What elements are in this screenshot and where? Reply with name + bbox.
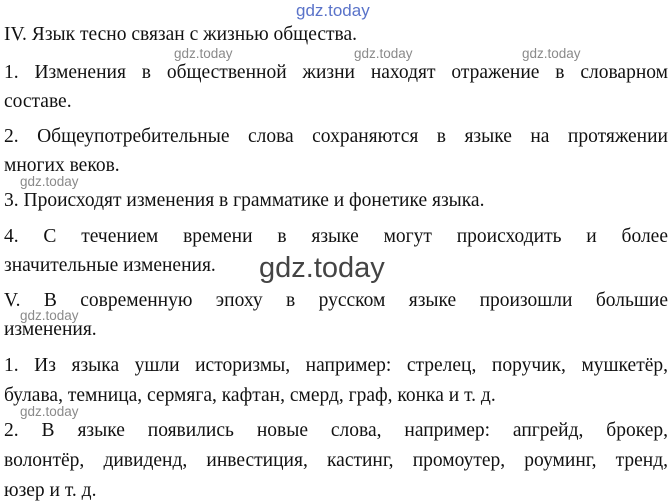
watermark: gdz.today bbox=[20, 174, 79, 189]
text-line-point-2-cont: многих веков. bbox=[4, 155, 120, 176]
text-line-section-v-heading: V. В современную эпоху в русском языке произошли большие bbox=[4, 290, 668, 311]
text-line-v-point-2-cont: волонтёр, дивиденд, инвестиция, кастинг, промоутер, роуминг, тренд, bbox=[4, 450, 668, 471]
watermark-large: gdz.today bbox=[259, 252, 385, 284]
text-line-v-point-2: 2. В языке появились новые слова, например: апгрейд, брокер, bbox=[4, 420, 668, 441]
text-line-point-4-cont: значительные изменения. bbox=[4, 255, 216, 276]
text-line-v-point-1: 1. Из языка ушли историзмы, например: стрелец, поручик, мушкетёр, bbox=[4, 355, 668, 376]
watermark: gdz.today bbox=[522, 46, 581, 61]
text-line-section-v-cont: изменения. bbox=[4, 319, 97, 340]
watermark: gdz.today bbox=[20, 404, 79, 419]
text-line-v-point-2-end: юзер и т. д. bbox=[4, 480, 97, 501]
text-line-point-2: 2. Общеупотребительные слова сохраняются в языке на протяжении bbox=[4, 126, 668, 147]
text-line-section-iv-heading: IV. Язык тесно связан с жизнью общества. bbox=[4, 24, 357, 45]
text-line-point-1: 1. Изменения в общественной жизни находят отражение в словарном bbox=[4, 62, 668, 83]
text-line-point-1-cont: составе. bbox=[4, 91, 72, 112]
text-line-v-point-1-cont: булава, темница, сермяга, кафтан, смерд, граф, конка и т. д. bbox=[4, 385, 496, 406]
text-line-point-3: 3. Происходят изменения в грамматике и фонетике языка. bbox=[4, 190, 485, 211]
watermark: gdz.today bbox=[354, 46, 413, 61]
watermark: gdz.today bbox=[20, 308, 79, 323]
text-line-point-4: 4. С течением времени в языке могут происходить и более bbox=[4, 226, 668, 247]
watermark-top: gdz.today bbox=[296, 1, 370, 20]
watermark: gdz.today bbox=[174, 46, 233, 61]
